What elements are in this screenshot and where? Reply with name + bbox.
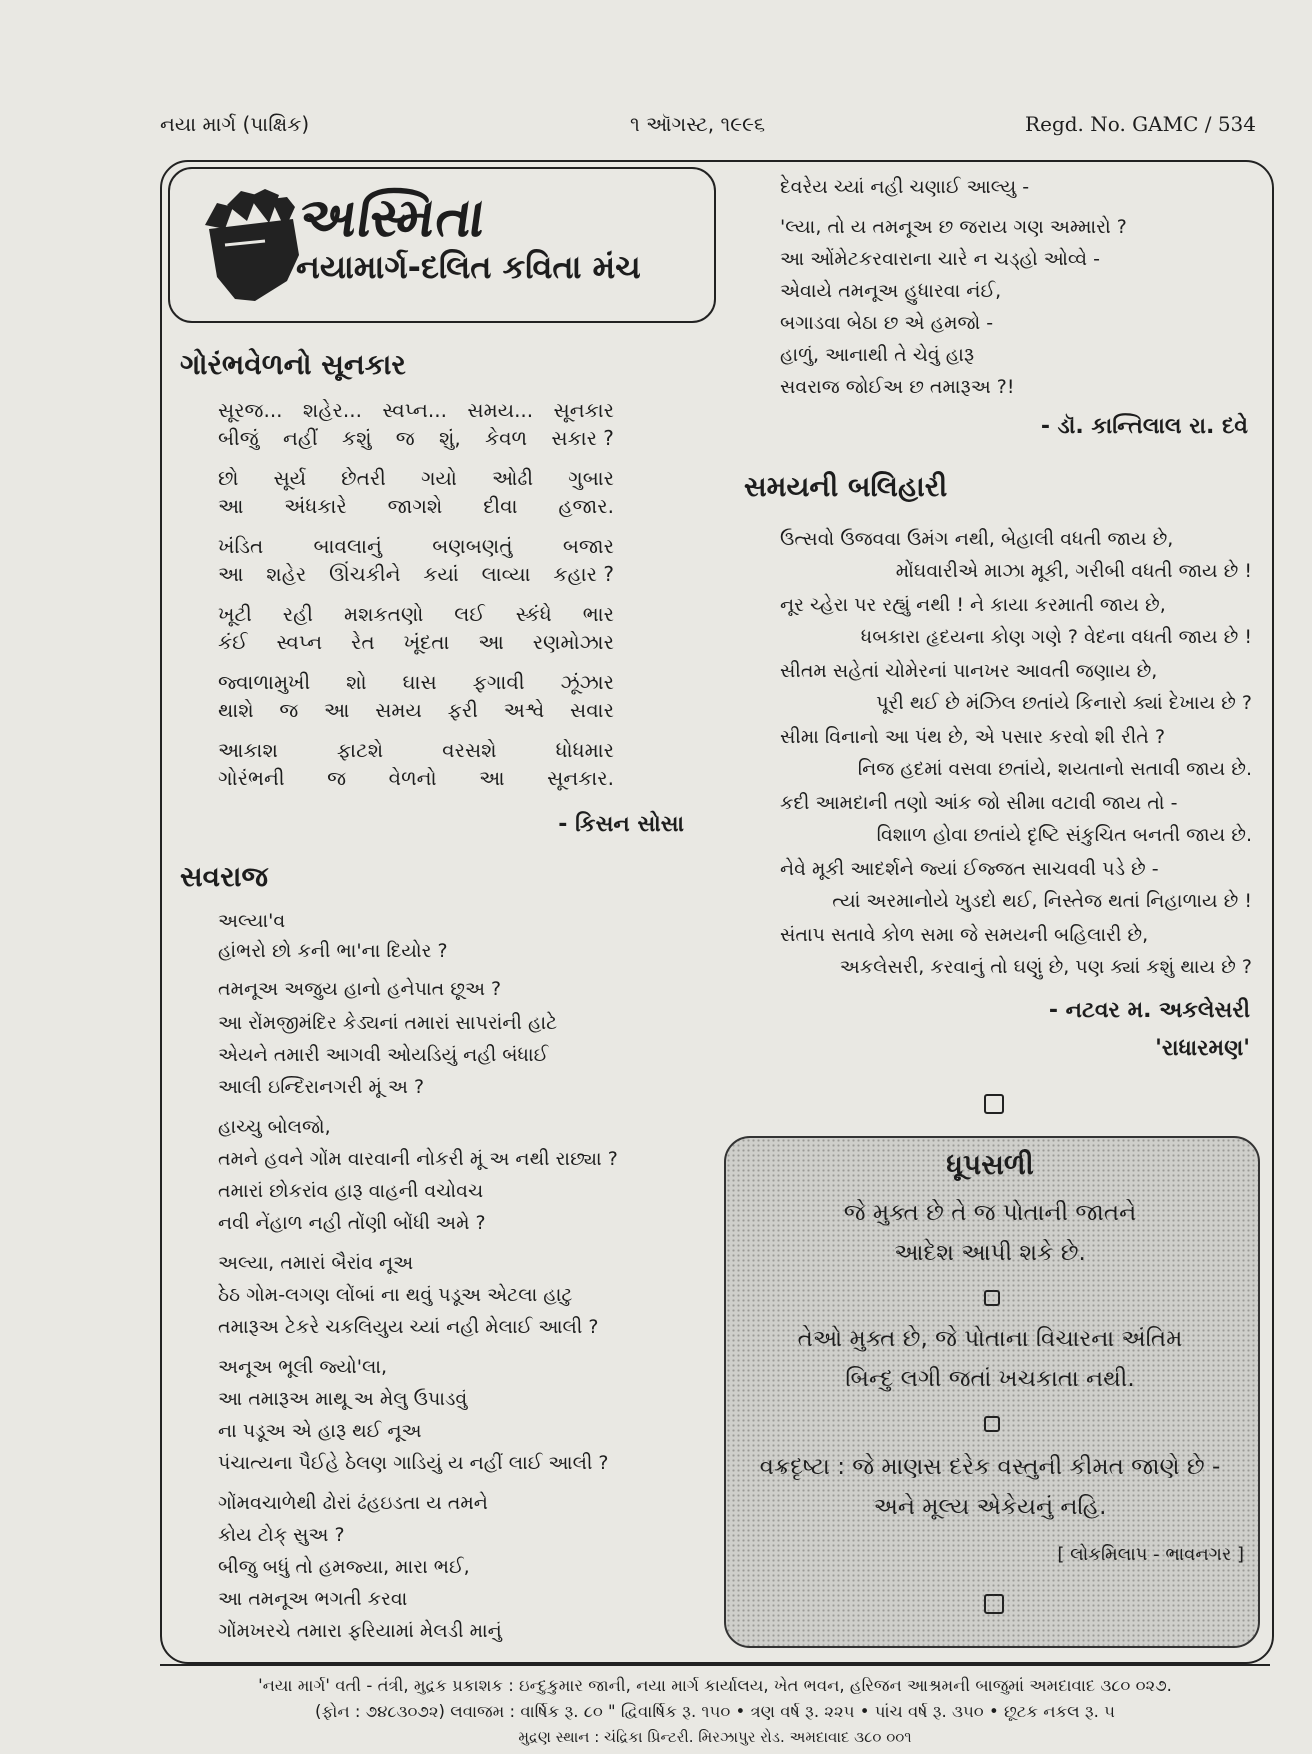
poem2-line: આ તમનૂઅ ભગતી કરવા xyxy=(218,1588,408,1610)
poem1-word: ફાટશે xyxy=(336,738,384,762)
poem3-line: નિજ હદમાં વસવા છતાંયે, શયતાનો સતાવી જાય છે. xyxy=(857,758,1252,780)
poem1-word: સૂનકાર. xyxy=(547,766,614,790)
separator-box-icon xyxy=(984,1416,1000,1432)
poem2-line: બગાડવા બેઠા છ એ હમજો - xyxy=(780,312,994,334)
poem1-word: ખંડિત xyxy=(218,534,264,558)
poem3-line: ધબકારા હૃદયના કોણ ગણે ? વેદના વધતી જાય છે ! xyxy=(860,626,1252,648)
poem1-word: ગયો xyxy=(420,466,457,490)
raised-fist-icon xyxy=(195,185,305,305)
poem1-word: જ xyxy=(327,766,347,790)
poem1-word: દીવા xyxy=(483,494,518,518)
poem1-word: નહીં xyxy=(282,426,318,450)
poem2-title: સવરાજ xyxy=(180,860,268,893)
poem1-line xyxy=(218,426,614,450)
poem3-line: વિશાળ હોવા છતાંયે દૃષ્ટિ સંકુચિત બનતી જાય છે. xyxy=(876,824,1252,846)
poem3-line: સીતમ સહેતાં ચોમેરનાં પાનખર આવતી જણાય છે, xyxy=(780,660,1158,682)
poem1-word: ઝૂંઝાર xyxy=(560,670,614,694)
poem1-word: રણમોઝાર xyxy=(532,630,614,654)
poem1-word: લાવ્યા xyxy=(481,562,531,586)
quote2-line1: તેઓ મુક્ત છે, જે પોતાના વિચારના અંતિમ xyxy=(797,1326,1183,1352)
quote-source: [ લોકમિલાપ - ભાવનગર ] xyxy=(1057,1544,1244,1565)
poem1-line xyxy=(218,562,614,586)
poem1-word: શહેર... xyxy=(302,398,362,422)
poem1-word: કહાર ? xyxy=(553,562,614,586)
quote1-line2: આદેશ આપી શકે છે. xyxy=(894,1240,1086,1266)
issue-date: ૧ ઑગસ્ટ, ૧૯૯૬ xyxy=(630,112,766,136)
footer-line3: મુદ્રણ સ્થાન : ચંદ્રિકા પ્રિન્ટરી. મિરઝાપુર રોડ. અમદાવાદ ૩૮૦ ૦૦૧ xyxy=(518,1728,912,1746)
separator-box-icon xyxy=(984,1094,1004,1114)
poem1-word: થાશે xyxy=(218,698,254,722)
poem3-title: સમયની બલિહારી xyxy=(744,470,948,503)
poem3-author: - નટવર મ. અકલેસરી xyxy=(1048,998,1250,1023)
quote3-line1: વક્રદૃષ્ટા : જે માણસ દરેક વસ્તુની કીમત જાણે છે - xyxy=(759,1454,1221,1480)
poem1-word: હજાર. xyxy=(558,494,614,518)
poem1-line xyxy=(218,766,614,790)
poem1-word: છો xyxy=(218,466,239,490)
poem1-word: સવાર xyxy=(570,698,614,722)
poem1-word: કેવળ xyxy=(484,426,528,450)
poem1-line xyxy=(218,494,614,518)
poem1-word: ફગાવી xyxy=(472,670,525,694)
poem1-word: સૂનકાર xyxy=(553,398,614,422)
poem2-line: આલી ઇન્દિરાનગરી મૂં અ ? xyxy=(218,1076,425,1098)
poem2-line: 'લ્યા, તો ય તમનૂઅ છ જરાય ગણ અમ્મારો ? xyxy=(780,216,1127,238)
poem1-word: શહેર xyxy=(266,562,307,586)
poem3-line: નૂર ચ્હેરા પર રહ્યું નથી ! ને કાયા કરમાતી જાય છે, xyxy=(780,594,1166,616)
poem2-line: તમારાં છોકરાંવ હારૂ વાહની વચોવચ xyxy=(218,1180,484,1202)
poem1-word: સ્વપ્ન xyxy=(276,630,323,654)
poem1-word: જ્વાળામુખી xyxy=(218,670,311,694)
poem1-word: બણબણતું xyxy=(432,534,513,558)
poem2-line: એવાયે તમનૂઅ હુધારવા નંઈ, xyxy=(780,280,1002,302)
poem1-word: આ xyxy=(479,766,505,790)
poem2-author: - ડૉ. કાન્તિલાલ રા. દવે xyxy=(1040,414,1248,439)
poem2-line: સવરાજ જોઈઅ છ તમારૂઅ ?! xyxy=(780,376,1015,398)
poem1-word: શો xyxy=(346,670,367,694)
poem1-author: - કિસન સોસા xyxy=(558,812,684,837)
poem1-word: રેત xyxy=(351,630,375,654)
poem1-word: ફરી xyxy=(447,698,478,722)
poem1-line xyxy=(218,398,614,422)
poem3-pen-name: 'રાધારમણ' xyxy=(1155,1036,1250,1061)
poem1-word: બીજું xyxy=(218,426,259,450)
poem1-line xyxy=(218,698,614,722)
poem3-line: નેવે મૂકી આદર્શને જ્યાં ઈજ્જત સાચવવી પડે છે - xyxy=(780,858,1159,880)
poem1-word: ઘાસ xyxy=(402,670,437,694)
poem2-line: ઠેઠ ગોમ-લગણ લોંબાં ના થવું પડૂઅ એટલા હાટુ xyxy=(218,1284,573,1306)
poem1-word: ધોધમાર xyxy=(555,738,614,762)
poem3-line: ત્યાં અરમાનોયે ખુડદો થઈ, નિસ્તેજ થતાં નિહાળાય છે ! xyxy=(832,890,1252,912)
poem2-line: હાળું, આનાથી તે ચેવું હારૂ xyxy=(780,344,975,366)
poem2-line: આ ઓંમેટકરવારાના ચારે ન ચડ્હો ઓવ્વે - xyxy=(780,248,1100,270)
poem1-word: આ xyxy=(218,562,244,586)
poem1-word: ગોરંભની xyxy=(218,766,285,790)
poem3-line: કદી આમદાની તણો આંક જો સીમા વટાવી જાય તો - xyxy=(780,792,1178,814)
poem2-line: અલ્યા, તમારાં બૈરાંવ નૂઅ xyxy=(218,1252,414,1274)
quote3-line2: અને મૂલ્ય એકેયનું નહિ. xyxy=(873,1494,1107,1520)
dhoopsali-title: ધૂપસળી xyxy=(946,1148,1034,1181)
poem3-line: અકલેસરી, કરવાનું તો ઘણું છે, પણ ક્યાં કશું થાય છે ? xyxy=(839,956,1252,978)
poem2-line: અલ્યા'વ xyxy=(218,910,286,932)
poem1-word: લઈ xyxy=(454,602,485,626)
poem1-word: ગુબાર xyxy=(568,466,614,490)
quote1-line1: જે મુક્ત છે તે જ પોતાની જાતને xyxy=(843,1200,1137,1226)
poem2-line: આ રોંમજીમંદિર કેડ્યનાં તમારાં સાપરાંની હાટે xyxy=(218,1012,558,1034)
poem1-word: ભાર xyxy=(582,602,614,626)
poem1-word: જાગશે xyxy=(387,494,443,518)
poem1-word: સકાર ? xyxy=(551,426,614,450)
poem1-word: સ્કંધે xyxy=(515,602,552,626)
poem2-line: હાંભરો છો કની ભા'ના દિયોર ? xyxy=(218,940,448,962)
poem1-word: આકાશ xyxy=(218,738,278,762)
poem3-line: સીમા વિનાનો આ પંથ છે, એ પસાર કરવો શી રીતે ? xyxy=(780,726,1166,748)
poem1-line xyxy=(218,602,614,626)
poem1-word: છેતરી xyxy=(341,466,386,490)
poem2-line: ગોંમવચાળેથી ઢોરાં ઢંહઇડતા ય તમને xyxy=(218,1492,488,1514)
poem2-line: ના પડૂઅ એ હારૂ થઈ નૂઅ xyxy=(218,1420,422,1442)
poem1-line xyxy=(218,738,614,762)
poem1-word: વરસશે xyxy=(442,738,497,762)
poem2-line: આ તમારૂઅ માથૂ અ મેલુ ઉપાડવું xyxy=(218,1388,468,1410)
registration-number: Regd. No. GAMC / 534 xyxy=(1025,112,1256,136)
poem1-word: સૂર્ય xyxy=(273,466,307,490)
poem1-word: અશ્વે xyxy=(503,698,545,722)
poem1-word: વેળનો xyxy=(388,766,437,790)
poem1-word: બાવલાનું xyxy=(313,534,382,558)
poem1-word: અંધકારે xyxy=(284,494,347,518)
poem2-line: અનૂઅ ભૂલી જ્યો'લા, xyxy=(218,1356,388,1378)
poem1-word: કશું xyxy=(342,426,372,450)
poem1-word: જ xyxy=(279,698,299,722)
poem1-word: જ xyxy=(395,426,415,450)
poem1-line xyxy=(218,466,614,490)
poem1-line xyxy=(218,670,614,694)
separator-box-icon xyxy=(984,1290,1000,1306)
poem1-word: આ xyxy=(478,630,504,654)
poem1-line xyxy=(218,534,614,558)
poem2-line: કોય ટોક્ સુઅ ? xyxy=(218,1524,345,1546)
poem1-title: ગોરંભવેળનો સૂનકાર xyxy=(180,348,406,381)
logo-title: અસ્મિતા xyxy=(295,186,491,249)
poem3-line: પૂરી થઈ છે મંઝિલ છતાંયે કિનારો ક્યાં દેખાય છે ? xyxy=(876,692,1252,714)
poem1-word: સમય... xyxy=(467,398,534,422)
poem1-word: આ xyxy=(218,494,244,518)
poem2-line: ગોંમખરચે તમારા ફરિયામાં મેલડી માનું xyxy=(218,1620,502,1642)
quote2-line2: બિન્દુ લગી જતાં ખચકાતા નથી. xyxy=(845,1366,1135,1392)
poem1-word: બજાર xyxy=(562,534,614,558)
poem3-line: ઉત્સવો ઉજવવા ઉમંગ નથી, બેહાલી વધતી જાય છે, xyxy=(780,528,1174,550)
poem1-word: આ xyxy=(324,698,350,722)
poem3-line: સંતાપ સતાવે કોળ સમા જે સમયની બહિલારી છે, xyxy=(780,924,1149,946)
poem1-word: સમય xyxy=(375,698,422,722)
poem2-line: નવી નેંહાળ નહી તોંણી બોંધી અમે ? xyxy=(218,1212,486,1234)
poem1-word: ઊંચકીને xyxy=(329,562,401,586)
poem2-line: તમને હવને ગોંમ વારવાની નોકરી મૂં અ નથી રાછ્યા ? xyxy=(218,1148,618,1170)
poem2-line: તમનૂઅ અજુય હાનો હનેપાત છૂઅ ? xyxy=(218,978,502,1000)
poem2-line: તમારૂઅ ટેકરે ચકલિયુય ચ્યાં નહી મેલાઈ આલી ? xyxy=(218,1316,599,1338)
poem1-word: ખૂંદતા xyxy=(403,630,450,654)
poem1-word: સ્વપ્ન... xyxy=(382,398,448,422)
poem1-word: ઓઢી xyxy=(491,466,534,490)
poem1-line xyxy=(218,630,614,654)
poem1-word: સૂરજ... xyxy=(218,398,283,422)
poem2-line: એયને તમારી આગવી ઓયડિયું નહી બંધાઈ xyxy=(218,1044,549,1066)
poem1-word: કંઈ xyxy=(218,630,248,654)
poem1-word: શું, xyxy=(438,426,461,450)
logo-subtitle: નયામાર્ગ-દલિત કવિતા મંચ xyxy=(296,248,641,286)
footer-line1: 'નયા માર્ગ' વતી - તંત્રી, મુદ્રક પ્રકાશક : ઇન્દુકુમાર જાની, નયા માર્ગ કાર્યાલય, ખેત ભવન, હરિજન આશ્રમની બાજુમાં અમદાવાદ ૩૮૦ ૦૨૭. xyxy=(258,1676,1172,1695)
poem3-line: મોંઘવારીએ માઝા મૂકી, ગરીબી વધતી જાય છે ! xyxy=(895,560,1252,582)
poem1-word: કયાં xyxy=(423,562,459,586)
poem1-word: ખૂટી xyxy=(218,602,252,626)
poem2-line: હાચ્ચુ બોલજો, xyxy=(218,1116,331,1138)
newspaper-name: નયા માર્ગ (પાક્ષિક) xyxy=(160,112,310,136)
poem2-line: બીજુ બધું તો હમજ્યા, મારા ભઈ, xyxy=(218,1556,470,1578)
footer-line2: (ફોન : ૭૪૮૩૦૭૨) લવાજમ : વાર્ષિક રૂ. ૮૦ " દ્વિવાર્ષિક રૂ. ૧૫૦ • ત્રણ વર્ષ રૂ. ૨૨૫ • પાંચ વર્ષ રૂ. ૩૫૦ • છૂટક નકલ રૂ. ૫ xyxy=(315,1702,1115,1721)
poem2-line: પંચાત્યના પૈઈહે ઠેલણ ગાડિયું ય નહીં લાઈ આલી ? xyxy=(218,1452,609,1474)
poem1-word: મશકતણો xyxy=(343,602,424,626)
separator-box-icon xyxy=(984,1594,1004,1614)
poem1-word: રહી xyxy=(282,602,314,626)
footer-rule xyxy=(160,1664,1270,1666)
poem2-line: દેવરેય ચ્યાં નહી ચણાઈ આલ્યુ - xyxy=(780,176,1030,198)
